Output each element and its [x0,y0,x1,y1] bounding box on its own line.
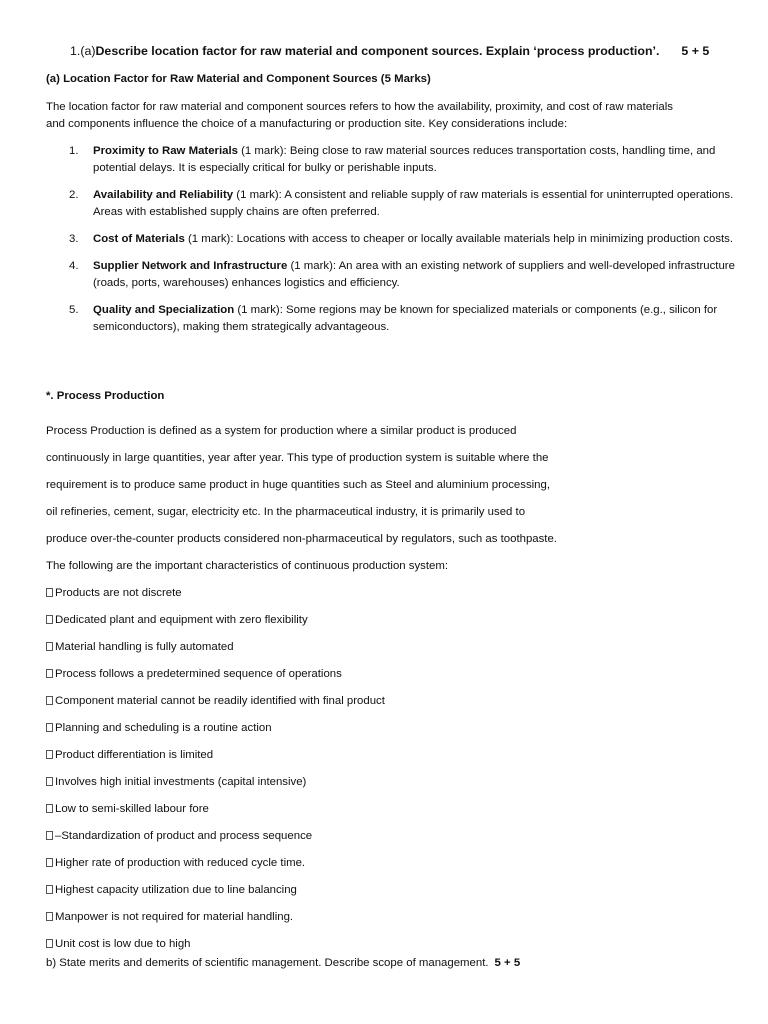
item-title: Supplier Network and Infrastructure [93,260,288,272]
location-factor-list [46,143,736,346]
paragraph-line: produce over-the-counter products considered non-pharmaceutical by regulators, such as toothpaste. [46,533,557,545]
paragraph-line: continuously in large quantities, year after year. This type of production system is suitable where the [46,452,549,464]
list-item [46,661,385,688]
list-item [46,742,385,769]
item-title: Availability and Reliability [93,189,234,201]
list-item [46,231,736,248]
missing-glyph-icon [46,750,53,759]
missing-glyph-icon [46,831,53,840]
paragraph-line: Process Production is defined as a system for production where a similar product is produced [46,425,517,437]
missing-glyph-icon [46,615,53,624]
list-item [46,904,385,931]
list-item [46,143,736,177]
item-text: Involves high initial investments (capital intensive) [55,776,307,788]
list-item [46,769,385,796]
list-item [46,877,385,904]
item-text: Component material cannot be readily identified with final product [55,695,385,707]
item-text: Process follows a predetermined sequence of operations [55,668,342,680]
item-text: –Standardization of product and process sequence [55,830,313,842]
list-item [46,302,736,336]
list-item [46,850,385,877]
missing-glyph-icon [46,588,53,597]
item-number: 3. [69,233,79,245]
missing-glyph-icon [46,804,53,813]
list-item [46,634,385,661]
question-number: 1.(a) [70,44,96,58]
paragraph-line: oil refineries, cement, sugar, electricity etc. In the pharmaceutical industry, it is primarily used to [46,506,526,518]
list-item [46,823,385,850]
item-number: 4. [69,260,79,272]
item-text: Manpower is not required for material handling. [55,911,294,923]
list-item [46,688,385,715]
item-number: 5. [69,304,79,316]
question-b-heading [46,957,520,969]
paragraph-line: requirement is to produce same product in huge quantities such as Steel and aluminium processing, [46,479,551,491]
process-production-paragraph [46,418,557,580]
item-text: Highest capacity utilization due to line balancing [55,884,297,896]
item-text: Higher rate of production with reduced cycle time. [55,857,306,869]
question-1-heading [70,44,709,58]
missing-glyph-icon [46,696,53,705]
characteristics-list [46,580,385,958]
section-a-intro [46,99,746,133]
list-item [46,258,736,292]
item-number: 2. [69,189,79,201]
list-item [46,607,385,634]
item-text: (1 mark): Locations with access to cheaper or locally available materials help in minimizing production costs. [184,233,734,245]
item-text: Low to semi-skilled labour fore [55,803,209,815]
missing-glyph-icon [46,723,53,732]
question-marks: 5 + 5 [494,957,521,969]
missing-glyph-icon [46,858,53,867]
item-title: Quality and Specialization [93,304,235,316]
question-marks: 5 + 5 [681,44,710,58]
missing-glyph-icon [46,939,53,948]
missing-glyph-icon [46,777,53,786]
item-text: Dedicated plant and equipment with zero flexibility [55,614,308,626]
item-text: (1 mark): Some regions may be known for specialized materials or components (e.g., silicon for semiconductors), making them strategically advantageous. [93,304,718,333]
intro-line: The location factor for raw material and component sources refers to how the availability, proximity, and cost of raw materials [46,101,673,113]
missing-glyph-icon [46,642,53,651]
item-text: Planning and scheduling is a routine action [55,722,272,734]
item-number: 1. [69,145,79,157]
list-item [46,715,385,742]
list-item [46,796,385,823]
item-text: Unit cost is low due to high [55,938,191,950]
list-item [46,187,736,221]
process-production-heading: *. Process Production [46,390,165,402]
item-text: Products are not discrete [55,587,182,599]
item-text: (1 mark): A consistent and reliable supply of raw materials is essential for uninterrupted operations. Areas with established supply chains are often preferred. [93,189,734,218]
question-text: Describe location factor for raw material and component sources. Explain ‘process production’. [95,44,660,58]
missing-glyph-icon [46,912,53,921]
item-text: Material handling is fully automated [55,641,234,653]
item-text: Product differentiation is limited [55,749,214,761]
intro-line: and components influence the choice of a manufacturing or production site. Key considerations include: [46,118,568,130]
item-text: (1 mark): An area with an existing network of suppliers and well-developed infrastructure (roads, ports, warehouses) enhances logistics and efficiency. [93,260,735,289]
question-text: b) State merits and demerits of scientific management. Describe scope of management. [46,957,489,969]
missing-glyph-icon [46,885,53,894]
list-item [46,580,385,607]
list-item [46,931,385,958]
paragraph-line: The following are the important characteristics of continuous production system: [46,560,449,572]
section-a-heading: (a) Location Factor for Raw Material and Component Sources (5 Marks) [46,73,431,85]
item-title: Cost of Materials [93,233,185,245]
missing-glyph-icon [46,669,53,678]
item-text: (1 mark): Being close to raw material sources reduces transportation costs, handling time, and potential delays. It is especially critical for bulky or perishable inputs. [93,145,716,174]
item-title: Proximity to Raw Materials [93,145,238,157]
